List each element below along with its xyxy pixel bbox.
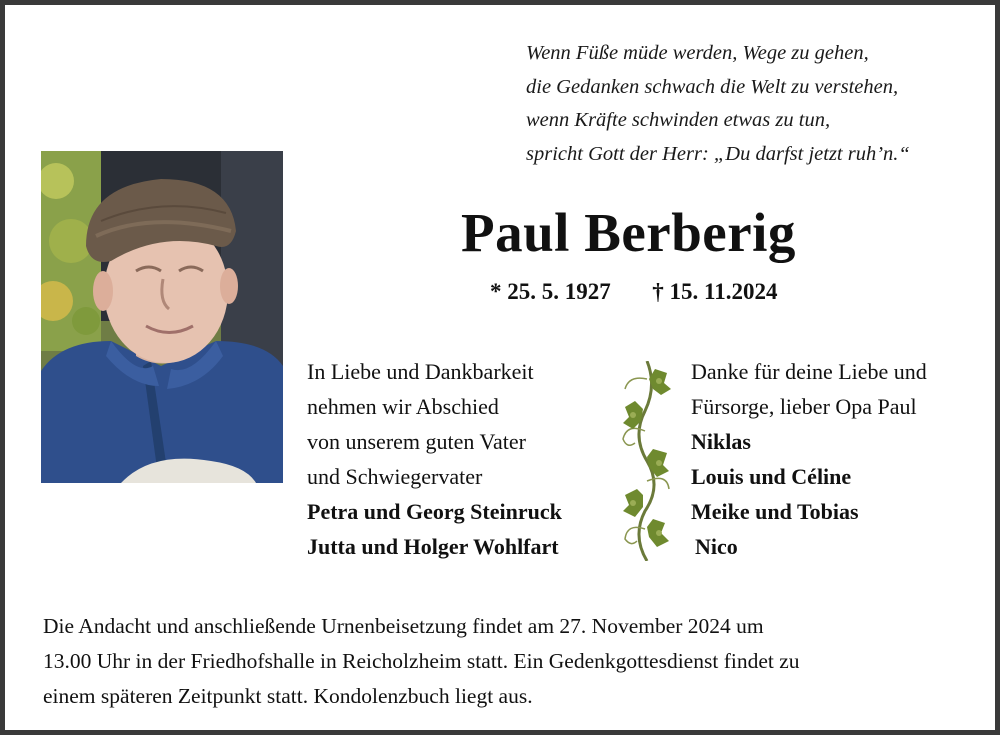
footer-line: einem späteren Zeitpunkt statt. Kondolenzbuch liegt aus. [43, 684, 533, 708]
grandchild-names: Nico [695, 534, 738, 559]
poem-line: Wenn Füße müde werden, Wege zu gehen, [526, 42, 869, 64]
message-line: Fürsorge, lieber Opa Paul [691, 394, 917, 419]
poem-line: spricht Gott der Herr: „Du darfst jetzt ruh’n.“ [526, 142, 910, 165]
message-line: nehmen wir Abschied [307, 394, 499, 419]
family-message-left [307, 354, 562, 564]
grandchild-names: Louis und Céline [691, 464, 852, 489]
message-line: Danke für deine Liebe und [691, 359, 927, 384]
life-dates [490, 279, 777, 305]
poem-line: wenn Kräfte schwinden etwas zu tun, [526, 109, 831, 131]
family-message-right [691, 354, 927, 564]
death-date: † 15. 11.2024 [652, 279, 778, 304]
grandchild-names: Niklas [691, 429, 751, 454]
footer-line: Die Andacht und anschließende Urnenbeisetzung findet am 27. November 2024 um [43, 614, 764, 638]
portrait-photo [41, 151, 283, 483]
mourner-names: Jutta und Holger Wohlfart [307, 534, 559, 559]
message-line: In Liebe und Dankbarkeit [307, 359, 534, 384]
poem-line: die Gedanken schwach die Welt zu verstehen, [526, 75, 899, 98]
message-line: und Schwiegervater [307, 464, 483, 489]
service-announcement [43, 609, 983, 714]
poem-verse [526, 37, 986, 171]
grandchild-names: Meike und Tobias [691, 499, 859, 524]
mourner-names: Petra und Georg Steinruck [307, 499, 562, 524]
footer-line: 13.00 Uhr in der Friedhofshalle in Reicholzheim statt. Ein Gedenkgottesdienst findet zu [43, 649, 800, 673]
deceased-name: Paul Berberig [461, 202, 796, 263]
birth-date: * 25. 5. 1927 [490, 279, 611, 304]
message-line: von unserem guten Vater [307, 429, 526, 454]
grapevine-ornament-icon [617, 361, 675, 561]
